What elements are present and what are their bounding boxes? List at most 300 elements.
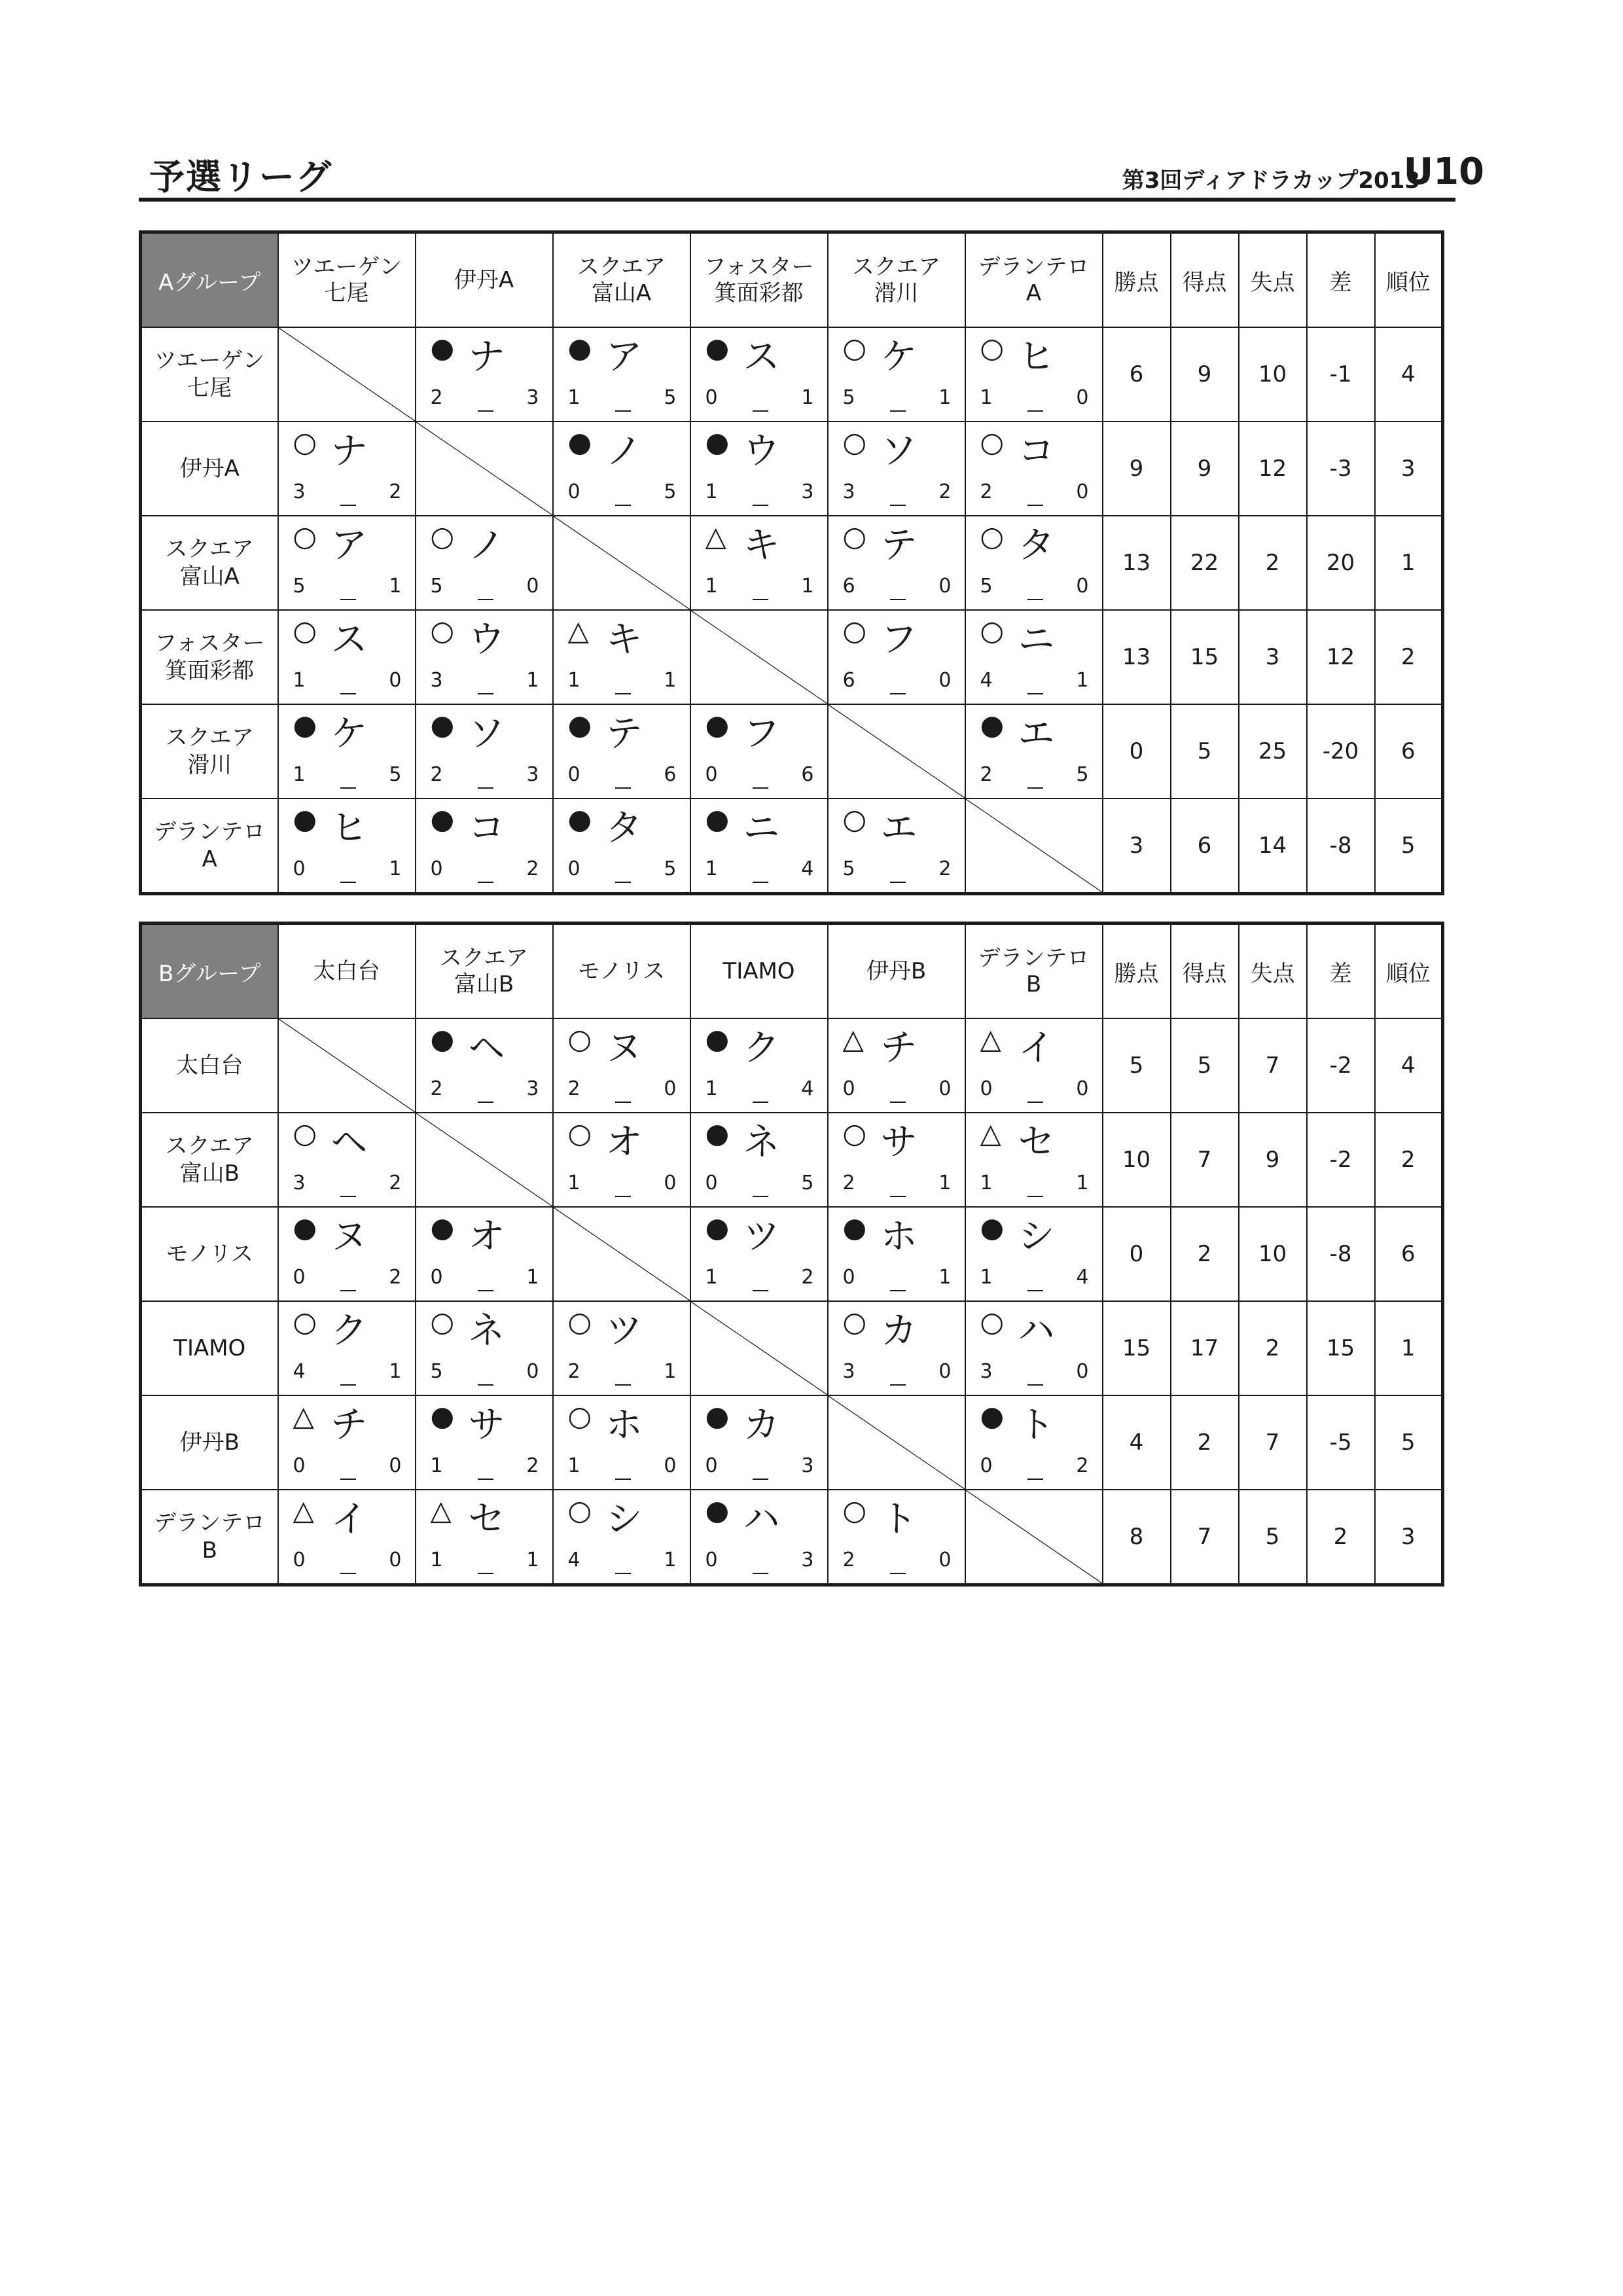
match-cell: [553, 422, 690, 516]
match-cell: [965, 422, 1103, 516]
self-match-cell: [690, 610, 828, 704]
score-separator: [890, 1196, 906, 1197]
points-value: 0: [1103, 704, 1171, 798]
row-team-name: [141, 610, 278, 704]
match-code: シ: [605, 1498, 643, 1541]
column-team-header: [828, 924, 965, 1019]
result-mark: ○: [980, 615, 1005, 647]
match-code: オ: [468, 1215, 505, 1258]
match-code: タ: [605, 807, 643, 850]
match-code: フ: [743, 713, 780, 755]
score-separator: [340, 1573, 356, 1574]
result-mark: ●: [293, 709, 317, 741]
column-team-header: [690, 924, 828, 1019]
result-mark: △: [293, 1494, 314, 1526]
match-cell: [416, 1207, 553, 1301]
score-separator: [890, 1102, 906, 1103]
match-cell: [416, 516, 553, 610]
match-code: ヌ: [605, 1027, 643, 1069]
match-cell: [828, 798, 965, 894]
result-mark: △: [567, 615, 589, 647]
score-against: 0: [938, 669, 952, 692]
score-separator: [1027, 599, 1043, 600]
result-mark: ○: [567, 1023, 592, 1055]
score-for: 1: [705, 1077, 718, 1100]
score-against: 0: [389, 1549, 402, 1571]
column-team-header: [553, 924, 690, 1019]
score-against: 3: [801, 480, 814, 503]
match-cell: [828, 516, 965, 610]
match-cell: [965, 1207, 1103, 1301]
goals-against-value: 9: [1239, 1113, 1307, 1207]
score-for: 5: [293, 575, 306, 598]
score-against: 1: [389, 857, 402, 880]
result-mark: △: [980, 1023, 1001, 1055]
score-for: 4: [293, 1360, 306, 1383]
team-row: [141, 1113, 1443, 1207]
team-name-line2: 七尾: [187, 375, 232, 401]
team-row: [141, 798, 1443, 894]
match-cell: [828, 610, 965, 704]
rank-value: 6: [1375, 1207, 1443, 1301]
score-for: 4: [567, 1549, 580, 1571]
score-against: 2: [938, 480, 952, 503]
match-cell: [278, 798, 416, 894]
team-name-line1: 伊丹A: [179, 456, 240, 482]
team-name-line2: 滑川: [874, 280, 919, 306]
score-for: 0: [980, 1454, 993, 1477]
result-mark: ●: [980, 1211, 1005, 1244]
team-name-line2: 富山B: [454, 971, 514, 997]
score-for: 2: [567, 1077, 580, 1100]
match-cell: [278, 704, 416, 798]
score-against: 2: [526, 1454, 539, 1477]
team-row: [141, 327, 1443, 422]
team-name-line1: スクエア: [165, 536, 254, 562]
match-cell: [690, 704, 828, 798]
team-row: [141, 1301, 1443, 1395]
team-name-line1: 伊丹B: [866, 958, 927, 984]
goal-diff-value: 15: [1307, 1301, 1375, 1395]
match-code: ク: [330, 1310, 368, 1352]
result-mark: ○: [842, 1117, 867, 1149]
goals-for-value: 9: [1171, 327, 1239, 422]
result-mark: ●: [567, 426, 592, 458]
goal-diff-value: 12: [1307, 610, 1375, 704]
team-name-line1: 太白台: [176, 1052, 243, 1079]
score-separator: [753, 1479, 768, 1480]
result-mark: ○: [842, 1306, 867, 1338]
self-match-cell: [416, 1113, 553, 1207]
score-for: 0: [430, 1266, 443, 1289]
goal-diff-value: 20: [1307, 516, 1375, 610]
team-name-line1: TIAMO: [173, 1335, 246, 1361]
match-code: フ: [880, 619, 918, 661]
score-separator: [753, 787, 768, 789]
score-against: 2: [389, 1266, 402, 1289]
score-against: 1: [938, 386, 952, 409]
score-against: 1: [1076, 669, 1089, 692]
rank-value: 3: [1375, 422, 1443, 516]
stat-header: 勝点: [1103, 232, 1171, 328]
stat-header: 順位: [1375, 924, 1443, 1019]
result-mark: ●: [430, 1023, 455, 1055]
team-name-line2: B: [1026, 971, 1042, 997]
score-separator: [478, 787, 493, 789]
score-against: 4: [801, 857, 814, 880]
result-mark: ●: [430, 803, 455, 835]
score-against: 5: [664, 480, 677, 503]
self-match-cell: [965, 1490, 1103, 1585]
match-cell: [828, 422, 965, 516]
score-separator: [615, 1384, 631, 1386]
score-for: 0: [705, 1549, 718, 1571]
rank-value: 5: [1375, 1395, 1443, 1490]
result-mark: ○: [293, 1117, 317, 1149]
score-for: 2: [842, 1172, 855, 1194]
team-name-line1: スクエア: [165, 1133, 254, 1159]
result-mark: ●: [567, 709, 592, 741]
goal-diff-value: -5: [1307, 1395, 1375, 1490]
team-name-line1: スクエア: [165, 725, 254, 751]
score-for: 2: [430, 1077, 443, 1100]
result-mark: ●: [842, 1211, 867, 1244]
score-separator: [1027, 693, 1043, 694]
goals-for-value: 22: [1171, 516, 1239, 610]
score-separator: [753, 599, 768, 600]
score-separator: [753, 1573, 768, 1574]
score-against: 0: [1076, 575, 1089, 598]
result-mark: ○: [293, 615, 317, 647]
match-code: チ: [880, 1027, 918, 1069]
score-for: 2: [430, 386, 443, 409]
score-against: 3: [526, 1077, 539, 1100]
score-separator: [340, 1196, 356, 1197]
match-code: ヘ: [330, 1121, 368, 1164]
row-team-name: [141, 1301, 278, 1395]
group-b-table: [139, 922, 1444, 1587]
score-for: 3: [980, 1360, 993, 1383]
rank-value: 4: [1375, 1018, 1443, 1113]
rank-value: 5: [1375, 798, 1443, 894]
team-row: [141, 516, 1443, 610]
score-for: 5: [980, 575, 993, 598]
diagonal-line: [829, 1396, 965, 1489]
result-mark: ○: [567, 1494, 592, 1526]
goals-against-value: 10: [1239, 1207, 1307, 1301]
score-separator: [615, 787, 631, 789]
score-against: 0: [1076, 1077, 1089, 1100]
match-code: ホ: [880, 1215, 918, 1258]
score-against: 2: [389, 1172, 402, 1194]
goal-diff-value: -8: [1307, 798, 1375, 894]
rank-value: 1: [1375, 516, 1443, 610]
score-against: 0: [938, 1077, 952, 1100]
score-for: 0: [567, 480, 580, 503]
goals-for-value: 6: [1171, 798, 1239, 894]
score-for: 3: [293, 1172, 306, 1194]
goals-against-value: 7: [1239, 1018, 1307, 1113]
stat-header: 失点: [1239, 232, 1307, 328]
score-against: 4: [801, 1077, 814, 1100]
score-against: 0: [389, 1454, 402, 1477]
match-code: ニ: [1018, 619, 1055, 661]
match-cell: [828, 1301, 965, 1395]
score-against: 0: [938, 1360, 952, 1383]
stat-header: 得点: [1171, 232, 1239, 328]
result-mark: ●: [980, 709, 1005, 741]
match-cell: [828, 1018, 965, 1113]
rank-value: 4: [1375, 327, 1443, 422]
diagonal-line: [966, 799, 1102, 892]
score-separator: [1027, 1290, 1043, 1291]
group-a-table: [139, 230, 1444, 895]
goals-against-value: 2: [1239, 1301, 1307, 1395]
match-cell: [553, 327, 690, 422]
match-cell: [690, 1490, 828, 1585]
result-mark: ○: [567, 1306, 592, 1338]
team-name-line2: 富山A: [179, 564, 240, 590]
match-cell: [690, 1113, 828, 1207]
score-separator: [890, 882, 906, 883]
match-code: テ: [605, 713, 643, 755]
match-code: カ: [743, 1404, 780, 1446]
match-code: ホ: [605, 1404, 643, 1446]
match-cell: [278, 516, 416, 610]
score-separator: [340, 693, 356, 694]
team-row: [141, 422, 1443, 516]
goals-for-value: 7: [1171, 1490, 1239, 1585]
diagonal-line: [829, 705, 965, 798]
score-for: 3: [430, 669, 443, 692]
column-team-header: [965, 232, 1103, 328]
score-separator: [1027, 1102, 1043, 1103]
score-separator: [615, 410, 631, 412]
score-against: 0: [664, 1172, 677, 1194]
score-for: 1: [293, 669, 306, 692]
score-against: 6: [801, 763, 814, 786]
score-for: 1: [430, 1454, 443, 1477]
team-name-line1: 伊丹A: [454, 267, 514, 293]
score-for: 0: [842, 1077, 855, 1100]
score-for: 5: [430, 1360, 443, 1383]
team-name-line1: 伊丹B: [179, 1429, 240, 1456]
team-row: [141, 1490, 1443, 1585]
score-for: 5: [842, 386, 855, 409]
goals-against-value: 14: [1239, 798, 1307, 894]
match-cell: [828, 327, 965, 422]
score-against: 5: [801, 1172, 814, 1194]
score-for: 3: [293, 480, 306, 503]
team-name-line2: 富山B: [179, 1160, 240, 1187]
team-name-line2: A: [202, 846, 217, 872]
group-label: Aグループ: [141, 232, 278, 328]
score-against: 0: [526, 1360, 539, 1383]
page-title: 予選リーグ: [149, 156, 332, 198]
result-mark: ○: [842, 1494, 867, 1526]
score-separator: [478, 1102, 493, 1103]
match-cell: [553, 1113, 690, 1207]
result-mark: ○: [430, 520, 455, 552]
goal-diff-value: -2: [1307, 1018, 1375, 1113]
score-separator: [340, 599, 356, 600]
match-code: キ: [605, 619, 643, 661]
result-mark: ●: [293, 803, 317, 835]
score-against: 6: [664, 763, 677, 786]
tournament-name: 第3回ディアドラカップ2013: [1122, 168, 1420, 194]
match-code: ト: [1018, 1404, 1055, 1446]
goal-diff-value: -3: [1307, 422, 1375, 516]
score-against: 0: [1076, 386, 1089, 409]
diagonal-line: [966, 1490, 1102, 1583]
diagonal-line: [279, 1019, 415, 1112]
diagonal-line: [554, 516, 690, 609]
result-mark: ●: [430, 709, 455, 741]
group-label: Bグループ: [141, 924, 278, 1019]
team-row: [141, 1395, 1443, 1490]
goals-against-value: 25: [1239, 704, 1307, 798]
stat-header: 勝点: [1103, 924, 1171, 1019]
match-cell: [553, 1490, 690, 1585]
match-code: エ: [880, 807, 918, 850]
score-separator: [753, 505, 768, 506]
result-mark: ●: [705, 426, 730, 458]
match-cell: [278, 1395, 416, 1490]
score-for: 0: [293, 1549, 306, 1571]
match-code: シ: [1018, 1215, 1055, 1258]
team-row: [141, 704, 1443, 798]
points-value: 13: [1103, 610, 1171, 704]
self-match-cell: [278, 1018, 416, 1113]
result-mark: ○: [567, 1117, 592, 1149]
score-for: 0: [567, 857, 580, 880]
title-rule: [139, 198, 1455, 202]
points-value: 4: [1103, 1395, 1171, 1490]
team-name-line2: B: [202, 1537, 217, 1564]
team-name-line1: デランテロ: [978, 945, 1090, 971]
goals-against-value: 5: [1239, 1490, 1307, 1585]
match-code: イ: [1018, 1027, 1055, 1069]
goals-for-value: 2: [1171, 1395, 1239, 1490]
score-for: 2: [430, 763, 443, 786]
match-code: ハ: [743, 1498, 780, 1541]
result-mark: ○: [980, 332, 1005, 364]
team-name-line2: 七尾: [324, 280, 369, 306]
match-code: ヒ: [1018, 336, 1055, 378]
score-against: 1: [664, 1549, 677, 1571]
self-match-cell: [828, 704, 965, 798]
match-code: イ: [330, 1498, 368, 1541]
team-row: [141, 1207, 1443, 1301]
goal-diff-value: -1: [1307, 327, 1375, 422]
stat-header: 差: [1307, 924, 1375, 1019]
result-mark: ○: [293, 1306, 317, 1338]
match-cell: [828, 1207, 965, 1301]
team-name-line1: モノリス: [577, 958, 666, 984]
team-name-line1: デランテロ: [978, 254, 1090, 280]
points-value: 9: [1103, 422, 1171, 516]
result-mark: ○: [430, 615, 455, 647]
match-cell: [416, 1018, 553, 1113]
result-mark: ●: [705, 1023, 730, 1055]
result-mark: ○: [293, 426, 317, 458]
match-code: キ: [743, 524, 780, 567]
match-code: チ: [330, 1404, 368, 1446]
team-name-line1: 太白台: [313, 958, 380, 984]
result-mark: ●: [705, 332, 730, 364]
team-name-line1: ツエーゲン: [291, 254, 402, 280]
goals-against-value: 10: [1239, 327, 1307, 422]
self-match-cell: [553, 516, 690, 610]
team-name-line1: スクエア: [439, 945, 529, 971]
match-code: ウ: [743, 430, 780, 473]
score-against: 0: [1076, 1360, 1089, 1383]
points-value: 13: [1103, 516, 1171, 610]
score-separator: [890, 505, 906, 506]
score-separator: [753, 1290, 768, 1291]
team-name-line1: フォスター: [154, 630, 265, 656]
column-team-header: [416, 924, 553, 1019]
result-mark: ○: [567, 1400, 592, 1432]
score-against: 0: [938, 575, 952, 598]
result-mark: ○: [842, 332, 867, 364]
match-cell: [553, 1018, 690, 1113]
score-separator: [890, 1573, 906, 1574]
match-code: ハ: [1018, 1310, 1055, 1352]
goals-for-value: 15: [1171, 610, 1239, 704]
stat-header: 得点: [1171, 924, 1239, 1019]
score-against: 2: [801, 1266, 814, 1289]
goals-for-value: 17: [1171, 1301, 1239, 1395]
diagonal-line: [691, 611, 827, 704]
match-code: ヘ: [468, 1027, 505, 1069]
self-match-cell: [965, 798, 1103, 894]
score-for: 1: [567, 669, 580, 692]
result-mark: ●: [705, 709, 730, 741]
score-against: 4: [1076, 1266, 1089, 1289]
result-mark: ○: [842, 426, 867, 458]
diagonal-line: [279, 328, 415, 421]
goal-diff-value: -8: [1307, 1207, 1375, 1301]
score-separator: [340, 1290, 356, 1291]
result-mark: ●: [567, 332, 592, 364]
result-mark: ○: [842, 615, 867, 647]
score-against: 1: [801, 575, 814, 598]
score-against: 0: [664, 1077, 677, 1100]
score-for: 1: [567, 1172, 580, 1194]
match-cell: [965, 327, 1103, 422]
result-mark: ●: [293, 1211, 317, 1244]
score-for: 0: [980, 1077, 993, 1100]
result-mark: ●: [430, 1400, 455, 1432]
stat-header: 順位: [1375, 232, 1443, 328]
score-for: 1: [980, 386, 993, 409]
row-team-name: [141, 422, 278, 516]
match-code: セ: [1018, 1121, 1055, 1164]
match-cell: [690, 1018, 828, 1113]
match-cell: [416, 327, 553, 422]
score-against: 0: [664, 1454, 677, 1477]
match-code: ア: [330, 524, 368, 567]
score-against: 5: [1076, 763, 1089, 786]
score-separator: [1027, 787, 1043, 789]
match-code: ヌ: [330, 1215, 368, 1258]
score-separator: [340, 1384, 356, 1386]
rank-value: 6: [1375, 704, 1443, 798]
result-mark: ●: [705, 1494, 730, 1526]
score-separator: [753, 1196, 768, 1197]
score-separator: [615, 1479, 631, 1480]
